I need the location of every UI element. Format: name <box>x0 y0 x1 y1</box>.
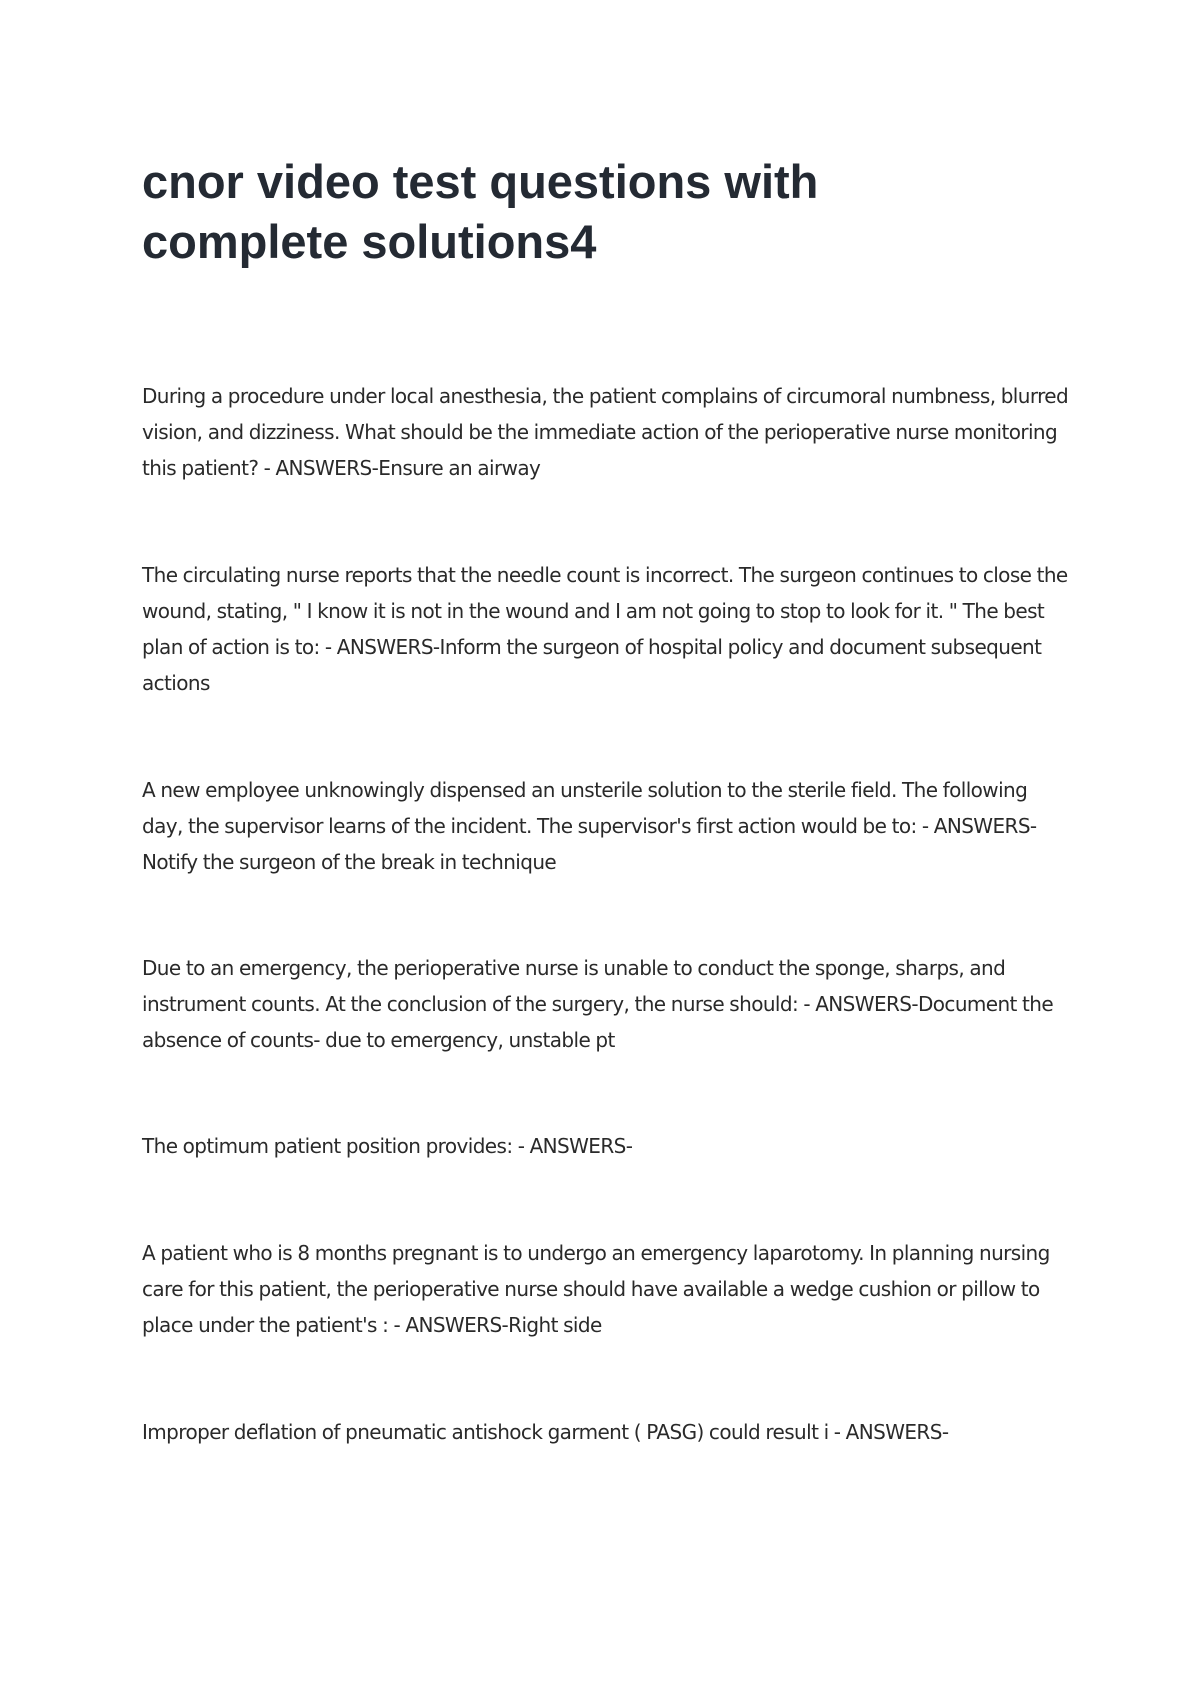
question-answer-item: A patient who is 8 months pregnant is to undergo an emergency laparotomy. In planning nursing care for this patient, the perioperative nurse should have available a wedge cushion or pillow to place under the patient's : - ANSWERS-Right side <box>142 1241 1050 1337</box>
question-answer-item: Due to an emergency, the perioperative nurse is unable to conduct the sponge, sharps, and instrument counts. At the conclusion of the surgery, the nurse should: - ANSWERS-Document the absence of counts- due to emergency, unstable pt <box>142 956 1054 1052</box>
question-answer-item: Improper deflation of pneumatic antishock garment ( PASG) could result i - ANSWERS- <box>142 1420 949 1444</box>
question-answer-item: The optimum patient position provides: - ANSWERS- <box>142 1134 633 1158</box>
question-answer-item: The circulating nurse reports that the needle count is incorrect. The surgeon continues to close the wound, stating, " I know it is not in the wound and I am not going to stop to look for it. " The best plan of action is to: - ANSWERS-Inform the surgeon of hospital policy and document subsequent actions <box>142 563 1068 695</box>
document-title: cnor video test questions with complete solutions4 <box>142 155 819 268</box>
question-answer-item: A new employee unknowingly dispensed an unsterile solution to the sterile field. The following day, the supervisor learns of the incident. The supervisor's first action would be to: - ANSWERS-Notify the surgeon of the break in technique <box>142 778 1037 874</box>
question-answer-item: During a procedure under local anesthesia, the patient complains of circumoral numbness, blurred vision, and dizziness. What should be the immediate action of the perioperative nurse monitoring this patient? - ANSWERS-Ensure an airway <box>142 384 1069 480</box>
